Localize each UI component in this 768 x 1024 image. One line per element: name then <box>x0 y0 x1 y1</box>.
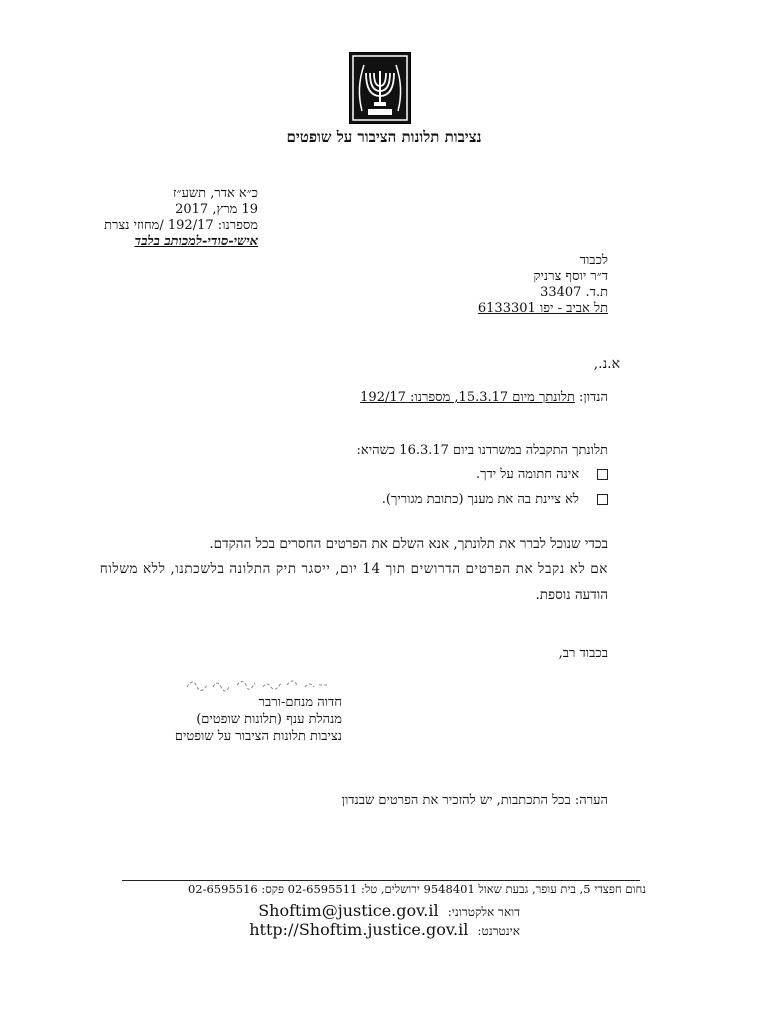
state-emblem-logo <box>349 52 411 124</box>
date-block <box>104 186 258 250</box>
confidential-marking: אישי-סודי-למכותב בלבד <box>134 234 258 249</box>
signer-name: חדוה מנחם-ורבר <box>258 695 342 710</box>
subject-text: תלונתך מיום 15.3.17, מספרנו: 192/17 <box>360 390 575 405</box>
recipient-po-box: ת.ד. 33407 <box>540 285 608 300</box>
signer-office: נציבות תלונות הציבור על שופטים <box>174 729 342 744</box>
greeting: א.נ., <box>593 356 620 372</box>
intro-text: תלונתך התקבלה במשרדנו ביום 16.3.17 כשהיא: <box>356 443 608 458</box>
footer-address: נחום חפצדי 5, בית עופר, גבעת שאול 9548401 ירושלים, טל: 02-6595511 פקס: 02-6595516 <box>187 882 646 896</box>
website-link[interactable]: http://Shoftim.justice.gov.il <box>249 920 469 939</box>
email-label: דואר אלקטרוני: <box>447 905 520 919</box>
recipient-name: ד״ר יוסף צרניק <box>533 269 608 284</box>
checklist <box>382 466 608 516</box>
footer-email <box>258 901 520 920</box>
subject-label: הנדון: <box>579 390 608 405</box>
checkbox-icon <box>597 494 608 505</box>
recipient-block <box>478 253 608 317</box>
reference-number: מספרנו: 192/17 /מחוזי נצרת <box>104 218 258 233</box>
note: הערה: בכל התכתבות, יש להזכיר את הפרטים שבנדון <box>341 793 608 808</box>
checklist-item-label: לא ציינת בה את מענך (כתובת מגוריך). <box>381 492 579 507</box>
signer-block <box>175 694 342 745</box>
recipient-honor: לכבוד <box>579 253 608 268</box>
footer-website <box>249 920 520 939</box>
checklist-item <box>382 466 608 482</box>
body-paragraph-2: אם לא נקבל את הפרטים הדרושים תוך 14 יום, ייסגר תיק התלונה בלשכתנו, ללא משלוח <box>99 561 608 577</box>
body-paragraph-3: הודעה נוספת. <box>535 587 608 603</box>
closing: בכבוד רב, <box>558 646 608 661</box>
checklist-item-label: אינה חתומה על ידך. <box>475 467 579 482</box>
subject-line <box>360 389 608 405</box>
hebrew-date: כ״א אדר, תשע״ז <box>173 186 258 201</box>
signer-title: מנהלת ענף (תלונות שופטים) <box>196 712 342 727</box>
checklist-item <box>382 491 608 507</box>
checkbox-icon <box>597 469 608 480</box>
menorah-emblem-icon <box>350 53 410 123</box>
recipient-city: תל אביב - יפו 6133301 <box>477 301 608 316</box>
office-title: נציבות תלונות הציבור על שופטים <box>286 128 482 146</box>
footer-divider <box>122 880 640 881</box>
email-link[interactable]: Shoftim@justice.gov.il <box>258 901 439 920</box>
website-label: אינטרנט: <box>477 924 520 938</box>
gregorian-date: 19 מרץ, 2017 <box>175 202 258 217</box>
body-paragraph-1: בכדי שנוכל לברר את תלונתך, אנא השלם את הפרטים החסרים בכל ההקדם. <box>209 536 608 552</box>
